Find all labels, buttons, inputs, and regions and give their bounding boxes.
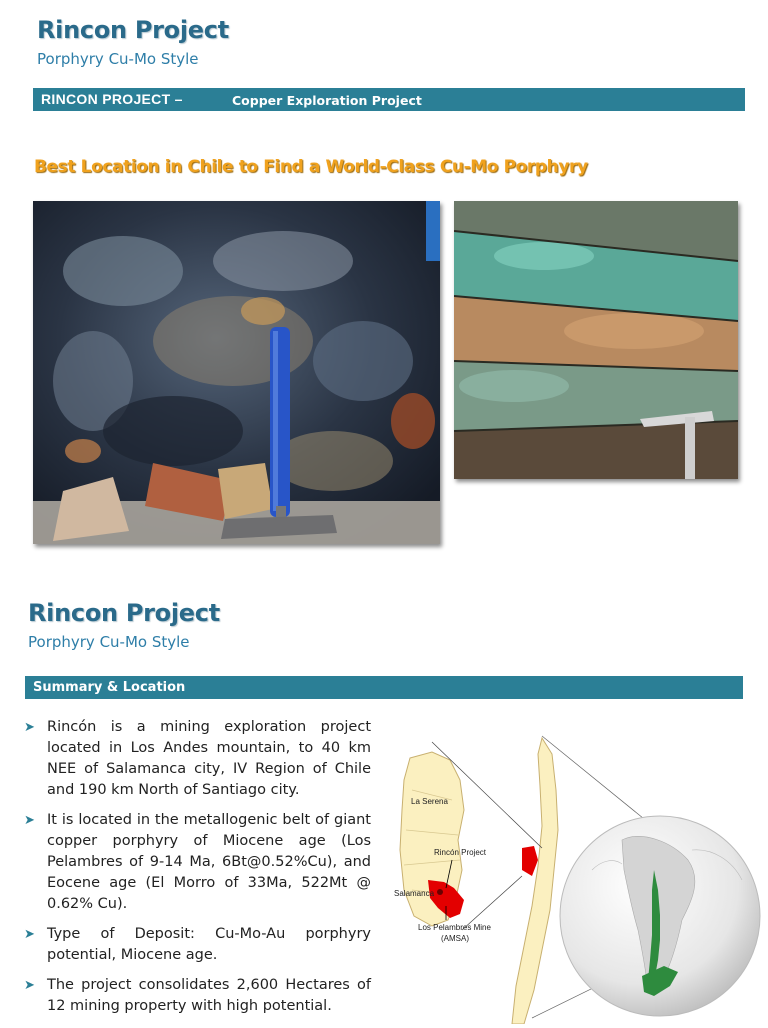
chile-strip-highlight — [522, 846, 538, 876]
summary-banner — [25, 676, 743, 699]
banner-text: Copper Exploration Project — [232, 93, 422, 108]
map-label-salamanca: Salamanca — [394, 889, 435, 898]
list-item: ➤ Rincón is a mining exploration project located in Los Andes mountain, to 40 km NEE of Salamanca city, IV Region of Chile and 190 km North of Santiago city. — [24, 719, 371, 798]
svg-text:(AMSA): (AMSA) — [441, 934, 469, 943]
section-title: Rincon Project — [28, 599, 220, 627]
arrow-bullet-icon: ➤ — [24, 720, 35, 735]
section-subtitle: Porphyry Cu-Mo Style — [28, 633, 190, 651]
arrow-bullet-icon: ➤ — [24, 927, 35, 942]
list-item: ➤ The project consolidates 2,600 Hectares of 12 mining property with high potential. — [24, 977, 371, 1014]
project-banner — [33, 88, 745, 111]
copper-oxide-rock-photo — [454, 201, 738, 479]
summary-banner-label: Summary & Location — [33, 680, 186, 695]
list-item: ➤ Type of Deposit: Cu-Mo-Au porphyry potential, Miocene age. — [24, 926, 371, 963]
rock-outcrop-photo — [33, 201, 440, 544]
banner-bold: RINCON PROJECT – — [41, 91, 183, 107]
map-label-la-serena: La Serena — [411, 797, 448, 806]
arrow-bullet-icon: ➤ — [24, 813, 35, 828]
map-label-pelambres: Los Pelambres Mine — [418, 923, 491, 932]
headline: Best Location in Chile to Find a World-Class Cu-Mo Porphyry — [34, 157, 588, 177]
arrow-bullet-icon: ➤ — [24, 978, 35, 993]
list-item: ➤ It is located in the metallogenic belt of giant copper porphyry of Miocene age (Los Pelambres of 9-14 Ma, 6Bt@0.52%Cu), and Eocene age (El Morro of 33Ma, 522Mt @ 0.62% Cu). — [24, 812, 371, 912]
page-subtitle: Porphyry Cu-Mo Style — [37, 50, 199, 68]
map-label-rincon: Rincón Project — [434, 848, 487, 857]
summary-bullets — [24, 717, 371, 1026]
location-map — [392, 730, 768, 1024]
page-title: Rincon Project — [37, 16, 229, 44]
